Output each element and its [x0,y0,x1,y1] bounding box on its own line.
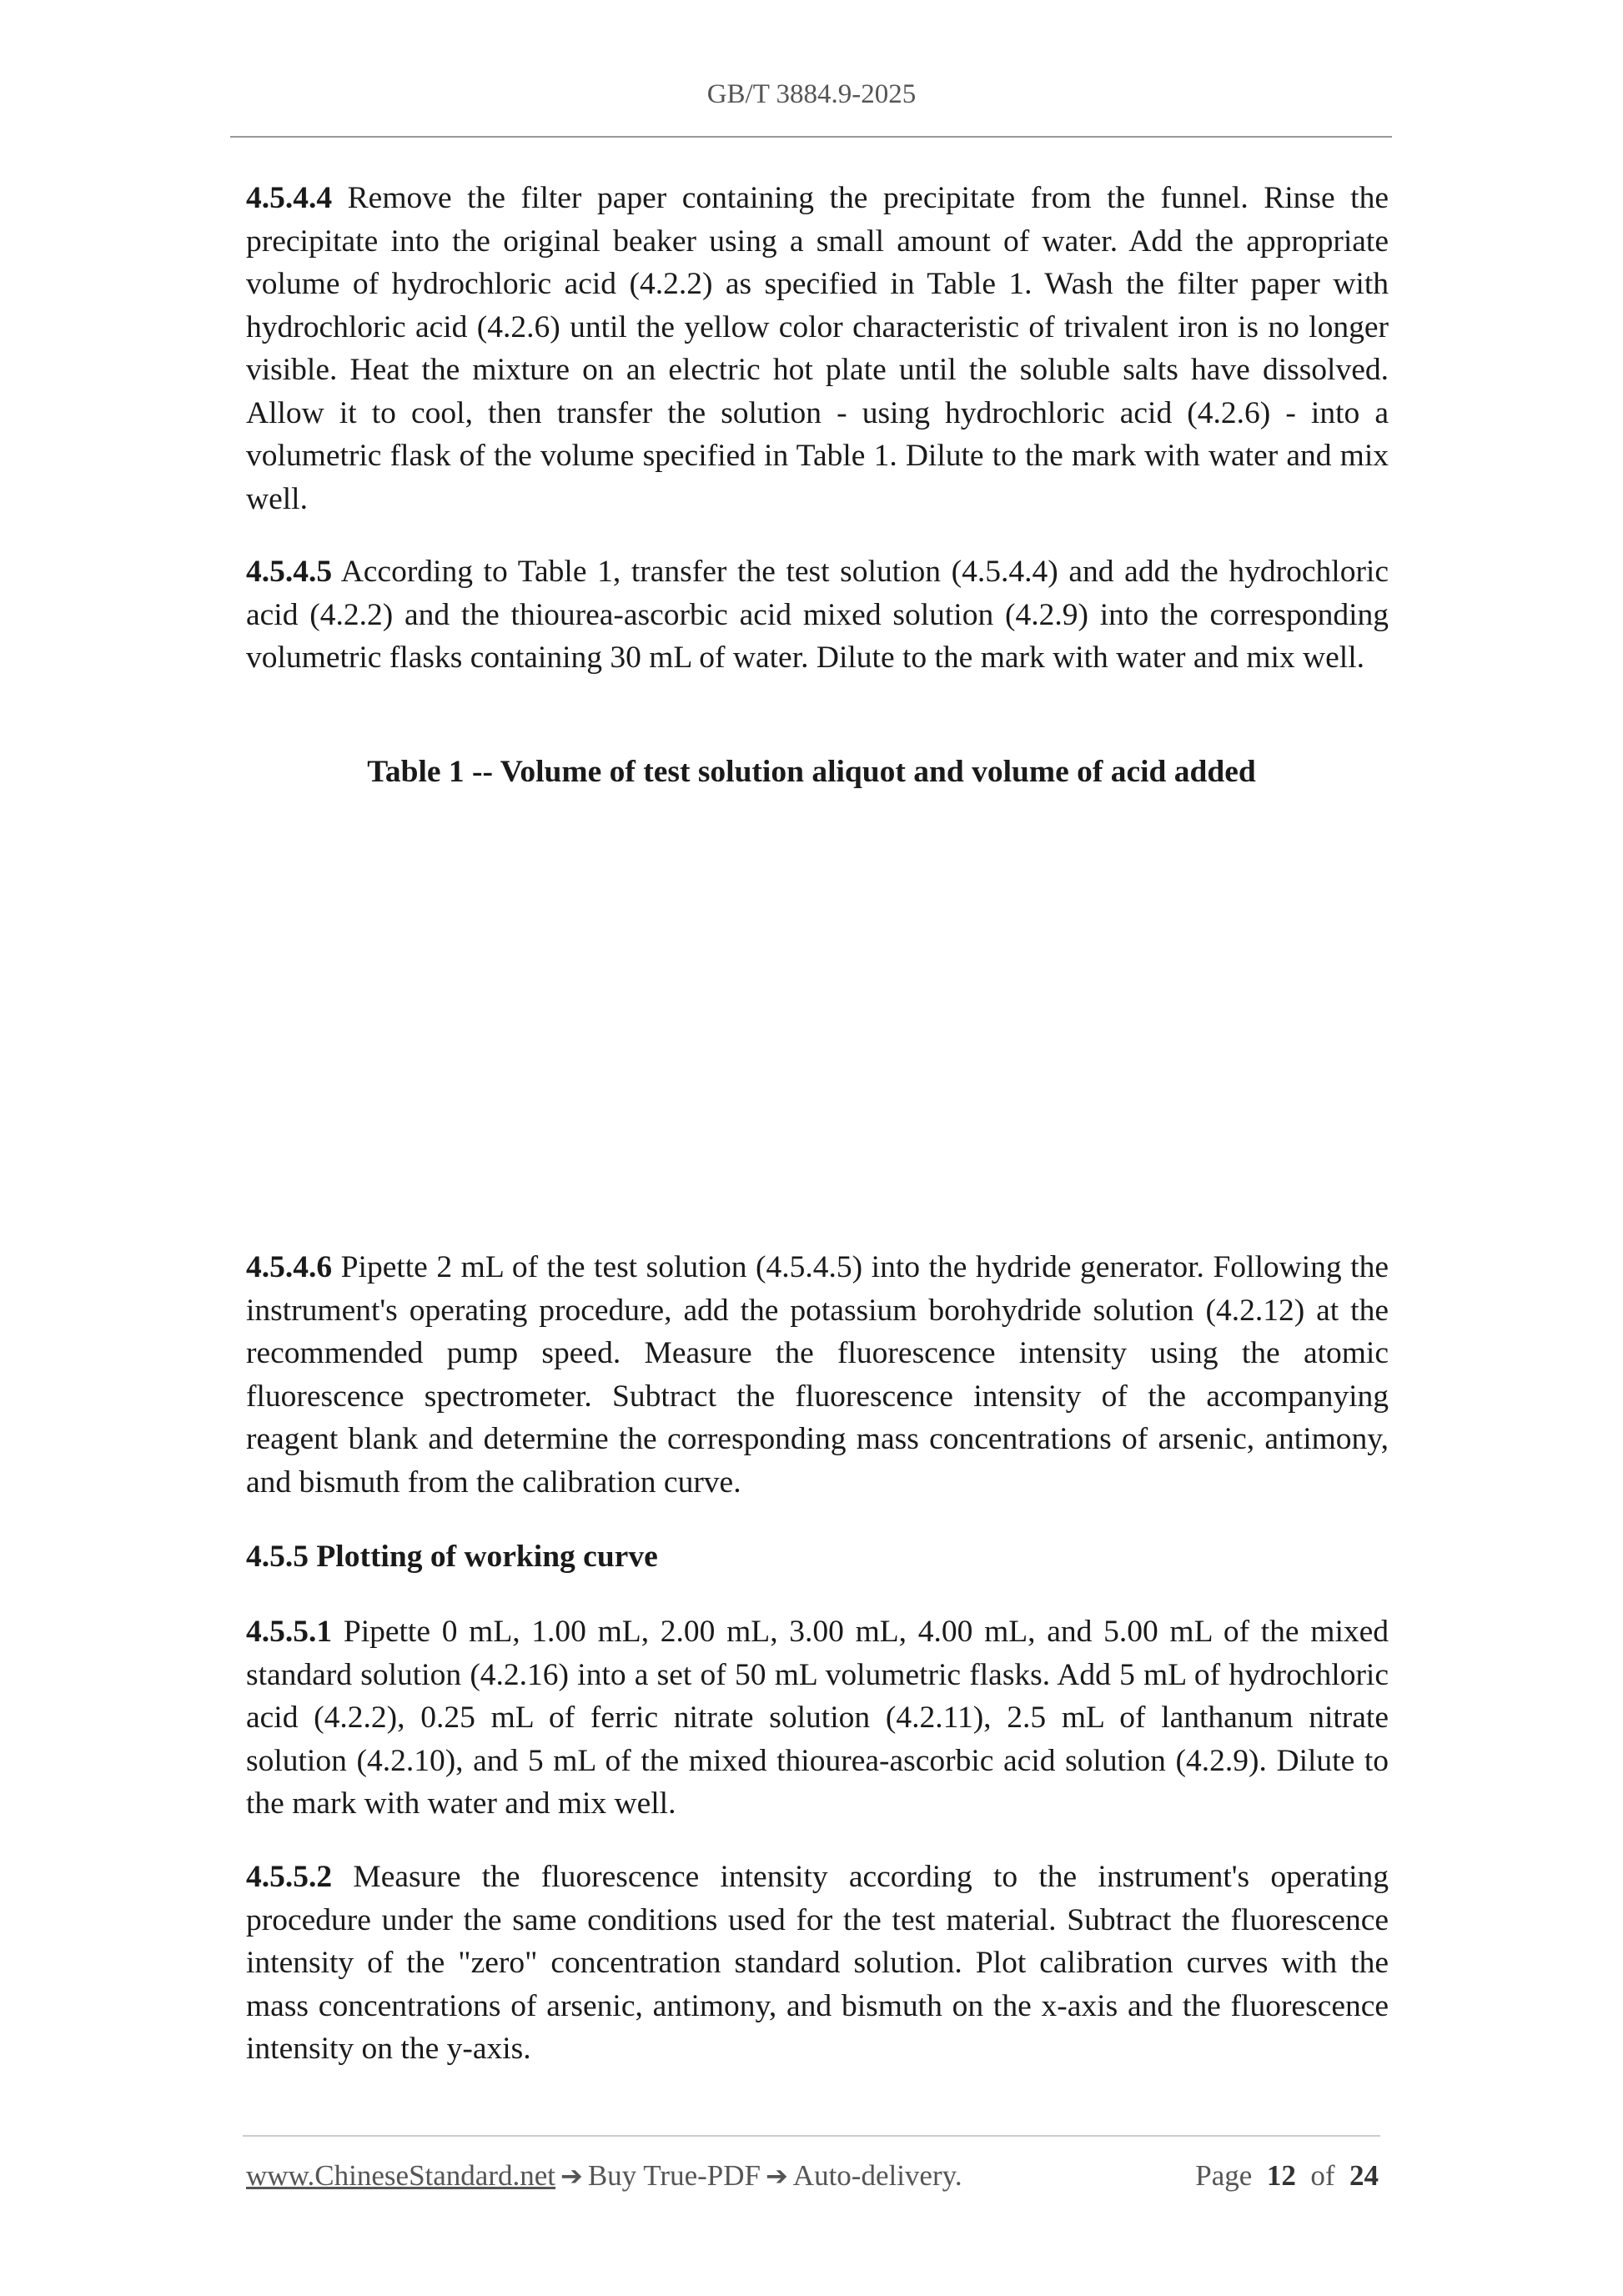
paragraph-4-5-4-6 [246,1246,1389,1504]
document-header: GB/T 3884.9-2025 [706,79,917,109]
paragraph-text: Pipette 2 mL of the test solution (4.5.4.5) into the hydride generator. Following the instrument's operating procedure, add the potassium borohydride solution (4.2.12) at the recommended pump speed. Measure the fluorescence intensity using the atomic fluorescence spectrometer. Subtract the fluorescence intensity of the accompanying reagent blank and determine the corresponding mass concentrations of arsenic, antimony, and bismuth from the calibration curve. [246,1250,1389,1500]
paragraph-4-5-5-1 [246,1610,1389,1826]
footer-promo [246,2159,962,2193]
page-label: Page [1195,2159,1253,2192]
header-divider [230,136,1392,138]
clause-number: 4.5.4.4 [246,181,333,215]
page-current: 12 [1266,2159,1296,2192]
paragraph-text: Remove the filter paper containing the precipitate from the funnel. Rinse the precipitate into the original beaker using a small amount of water. Add the appropriate volume of hydrochloric acid (4.2.2) as specified in Table 1. Wash the filter paper with hydrochloric acid (4.2.6) until the yellow color characteristic of trivalent iron is no longer visible. Heat the mixture on an electric hot plate until the soluble salts have dissolved. Allow it to cool, then transfer the solution - using hydrochloric acid (4.2.6) - into a volumetric flask of the volume specified in Table 1. Dilute to the mark with water and mix well. [246,181,1389,516]
table-1-title: Table 1 -- Volume of test solution aliquot and volume of acid added [367,755,1256,789]
arrow-right-icon: ➔ [765,2160,788,2192]
delivery-text: Auto-delivery. [792,2159,962,2192]
page-total: 24 [1349,2159,1379,2192]
clause-number: 4.5.4.5 [246,555,333,589]
clause-number: 4.5.4.6 [246,1250,333,1284]
page-number [1195,2159,1379,2193]
paragraph-4-5-4-5 [246,550,1389,680]
clause-number: 4.5.5.2 [246,1860,333,1894]
paragraph-4-5-4-4 [246,177,1389,520]
paragraph-text: According to Table 1, transfer the test solution (4.5.4.4) and add the hydrochloric acid (4.2.2) and the thiourea-ascorbic acid mixed solution (4.2.9) into the corresponding volumetric flasks containing 30 mL of water. Dilute to the mark with water and mix well. [246,555,1389,675]
website-link[interactable]: www.ChineseStandard.net [246,2159,555,2192]
arrow-right-icon: ➔ [560,2160,583,2192]
footer-divider [243,2135,1380,2137]
paragraph-text: Measure the fluorescence intensity according to the instrument's operating procedure under the same conditions used for the test material. Subtract the fluorescence intensity of the "zero" concentration standard solution. Plot calibration curves with the mass concentrations of arsenic, antimony, and bismuth on the x-axis and the fluorescence intensity on the y-axis. [246,1860,1389,2066]
clause-number: 4.5.5.1 [246,1615,333,1649]
paragraph-4-5-5-2 [246,1856,1389,2071]
page-of-label: of [1310,2159,1335,2192]
buy-text: Buy True-PDF [587,2159,761,2192]
section-heading-4-5-5: 4.5.5 Plotting of working curve [246,1540,658,1574]
paragraph-text: Pipette 0 mL, 1.00 mL, 2.00 mL, 3.00 mL, 4.00 mL, and 5.00 mL of the mixed standard solution (4.2.16) into a set of 50 mL volumetric flasks. Add 5 mL of hydrochloric acid (4.2.2), 0.25 mL of ferric nitrate solution (4.2.11), 2.5 mL of lanthanum nitrate solution (4.2.10), and 5 mL of the mixed thiourea-ascorbic acid solution (4.2.9). Dilute to the mark with water and mix well. [246,1615,1389,1821]
